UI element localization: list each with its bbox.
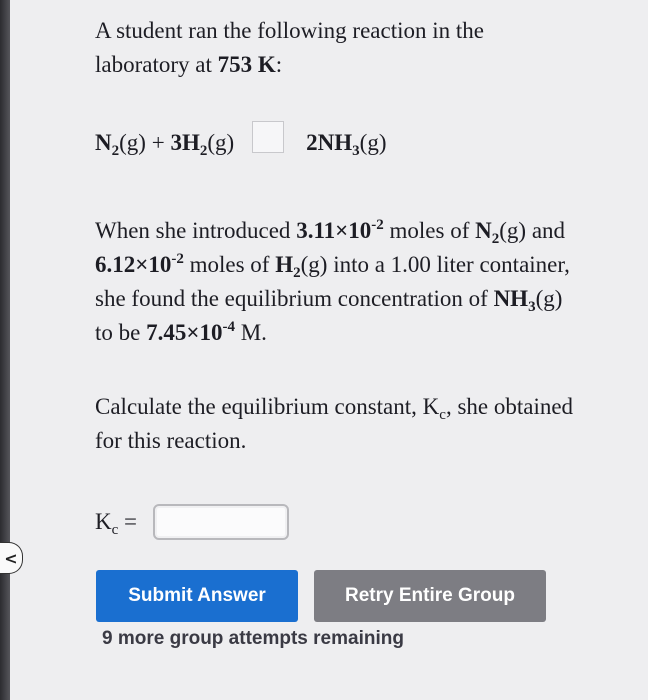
reactant-h2: $3H_2(g)$ [170, 130, 235, 159]
reaction-equation: $N_2(g)$ + $3H_2(g)$ $2NH_3(g)$ [95, 126, 575, 160]
question-panel [95, 14, 575, 542]
reactant-n2: $N_2(g)$ [95, 130, 146, 159]
kc-label: $K_c$ = [95, 509, 143, 538]
attempts-remaining-text: 9 more group attempts remaining [102, 628, 404, 649]
question-conditions: When she introduced $3.11\times 10^{-2}$ moles of $N_2(g)$ and $6.12\times 10^{-2}$ moles of $H_2(g)$ into a 1.00 liter container, she found the equilibrium concentration of $NH_3(g)$ to be $7.45\times 10^{-4}$ M. [95, 217, 570, 345]
temperature-value: 753 K [217, 52, 276, 77]
product-nh3: $2NH_3(g)$ [306, 130, 387, 159]
question-intro: A student ran the following reaction in the laboratory at 753 K: [95, 18, 484, 77]
back-arrow-icon[interactable]: < [0, 542, 23, 574]
equilibrium-arrow-icon [252, 121, 284, 153]
retry-entire-group-button[interactable]: Retry Entire Group [314, 570, 546, 622]
left-edge-bar [0, 0, 10, 700]
question-prompt: Calculate the equilibrium constant, $K_c$, she obtained for this reaction. [95, 394, 574, 453]
kc-answer-input[interactable] [153, 504, 289, 540]
answer-row [95, 502, 575, 542]
submit-answer-button[interactable]: Submit Answer [96, 570, 298, 622]
